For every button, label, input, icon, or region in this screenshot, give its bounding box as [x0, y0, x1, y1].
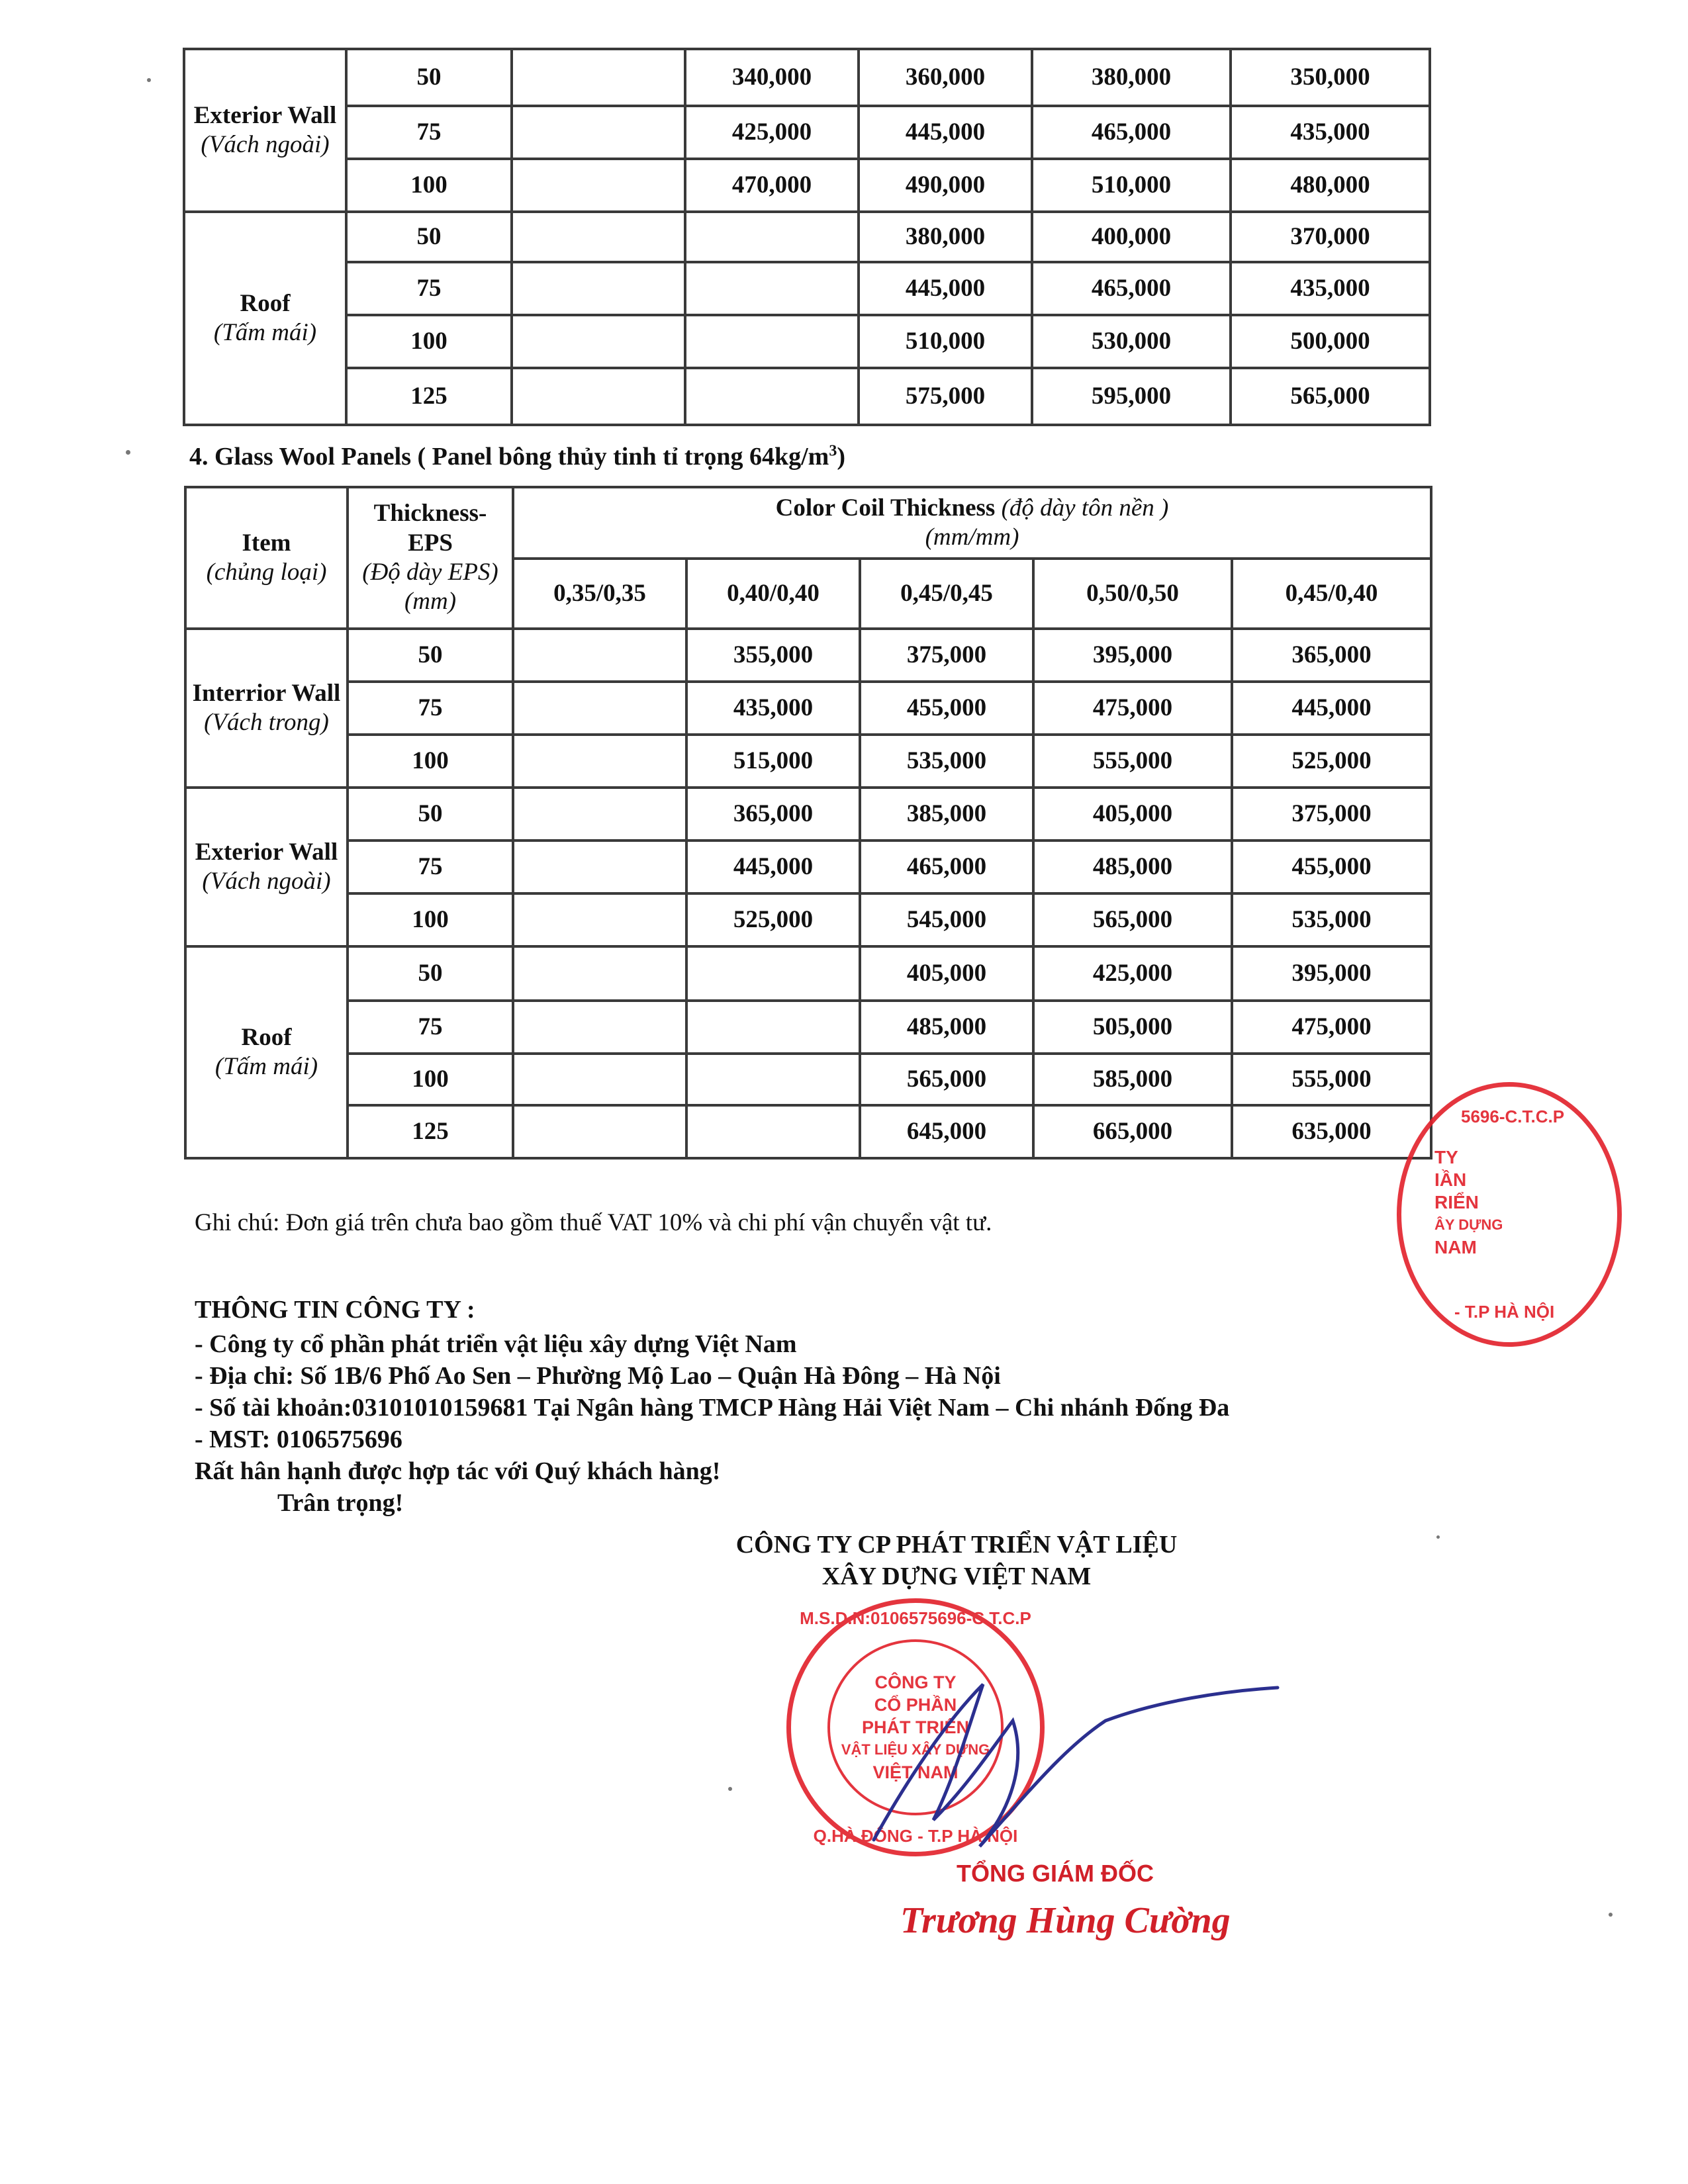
price-cell [685, 368, 859, 425]
price-cell: 445,000 [686, 841, 860, 893]
thickness-cell: 50 [348, 946, 513, 1001]
price-cell: 465,000 [1032, 262, 1231, 315]
note: Ghi chú: Đơn giá trên chưa bao gồm thuế VAT 10% và chi phí vận chuyển vật tư. [195, 1209, 992, 1236]
price-cell [685, 262, 859, 315]
price-cell: 465,000 [1032, 106, 1231, 159]
seal-ring-top: M.S.D.N:0106575696-C.T.C.P [800, 1608, 1031, 1628]
scan-speck [728, 1787, 732, 1791]
scan-speck [126, 450, 130, 455]
price-cell: 340,000 [685, 49, 859, 106]
thickness-cell: 100 [346, 159, 512, 212]
price-cell: 485,000 [1033, 841, 1232, 893]
item-name-en: Roof [241, 1023, 292, 1051]
price-cell: 510,000 [859, 315, 1032, 368]
side-seal-ring-top: 5696-C.T.C.P [1461, 1107, 1565, 1126]
price-cell: 405,000 [1033, 788, 1232, 841]
price-cell: 365,000 [686, 788, 860, 841]
price-cell: 645,000 [860, 1105, 1033, 1158]
item-name-vi: (Vách ngoài) [202, 868, 331, 895]
price-cell [513, 841, 686, 893]
price-cell: 425,000 [1033, 946, 1232, 1001]
closing-line: Rất hân hạnh được hợp tác với Quý khách hàng! [195, 1457, 721, 1485]
table-row [184, 106, 1430, 159]
price-cell: 525,000 [686, 893, 860, 946]
price-cell [685, 212, 859, 262]
price-cell: 400,000 [1032, 212, 1231, 262]
price-cell: 530,000 [1032, 315, 1231, 368]
price-cell: 545,000 [860, 893, 1033, 946]
price-cell [512, 159, 685, 212]
company-name-line: - Công ty cổ phần phát triển vật liệu xây dựng Việt Nam [195, 1330, 797, 1358]
price-cell: 490,000 [859, 159, 1032, 212]
thickness-cell: 50 [348, 629, 513, 682]
price-cell: 395,000 [1033, 629, 1232, 682]
seal-line: VIỆT NAM [872, 1762, 959, 1782]
price-cell [513, 788, 686, 841]
header-col-2: 0,40/0,40 [686, 559, 860, 629]
item-name-vi: (Tấm mái) [214, 1053, 318, 1080]
price-cell: 435,000 [1231, 106, 1430, 159]
price-cell: 535,000 [860, 735, 1033, 788]
table-row [184, 49, 1430, 106]
table-row [185, 841, 1431, 893]
seal-ring-bottom: Q.HÀ ĐÔNG - T.P HÀ NỘI [813, 1826, 1018, 1846]
price-cell: 425,000 [685, 106, 859, 159]
header-coil-en: Color Coil Thickness [775, 494, 996, 522]
thickness-cell: 75 [348, 1001, 513, 1054]
price-cell: 525,000 [1232, 735, 1431, 788]
price-cell [686, 946, 860, 1001]
header-thickness-en: Thickness-EPS [373, 500, 487, 557]
side-seal-ring-bottom: - T.P HÀ NỘI [1454, 1302, 1555, 1322]
tax-code-line: - MST: 0106575696 [195, 1426, 402, 1453]
thickness-cell: 100 [348, 1054, 513, 1105]
address-line: - Địa chỉ: Số 1B/6 Phố Ao Sen – Phường Mộ Lao – Quận Hà Đông – Hà Nội [195, 1362, 1001, 1390]
price-cell: 395,000 [1232, 946, 1431, 1001]
price-cell: 555,000 [1033, 735, 1232, 788]
item-cell [185, 788, 348, 946]
price-cell: 385,000 [860, 788, 1033, 841]
table-row [184, 262, 1430, 315]
table-row [184, 212, 1430, 262]
bank-account-line: - Số tài khoản:03101010159681 Tại Ngân hàng TMCP Hàng Hải Việt Nam – Chi nhánh Đống Đa [195, 1394, 1230, 1422]
seal-line: PHÁT TRIỂN [862, 1717, 969, 1737]
item-cell [184, 212, 346, 425]
table-row [185, 1054, 1431, 1105]
thickness-cell: 75 [348, 841, 513, 893]
item-name-vi: (Tấm mái) [213, 319, 317, 346]
price-cell: 565,000 [860, 1054, 1033, 1105]
price-cell [513, 1001, 686, 1054]
price-cell [685, 315, 859, 368]
price-cell [512, 262, 685, 315]
thickness-cell: 125 [348, 1105, 513, 1158]
header-item-en: Item [242, 529, 291, 557]
item-name-en: Exterior Wall [193, 101, 337, 129]
header-coil-unit: (mm/mm) [925, 523, 1019, 551]
header-col-4: 0,50/0,50 [1033, 559, 1232, 629]
table-row [185, 629, 1431, 682]
header-thickness-unit: (mm) [404, 588, 457, 615]
price-cell: 585,000 [1033, 1054, 1232, 1105]
price-cell: 355,000 [686, 629, 860, 682]
signature-company-line2: XÂY DỰNG VIỆT NAM [821, 1563, 1092, 1590]
price-cell: 435,000 [686, 682, 860, 735]
price-cell: 575,000 [859, 368, 1032, 425]
table-row [185, 682, 1431, 735]
price-cell: 350,000 [1231, 49, 1430, 106]
price-cell [512, 106, 685, 159]
table-row [185, 1001, 1431, 1054]
seal-line: CÔNG TY [874, 1672, 957, 1692]
seal-line: VẬT LIỆU XÂY DỰNG [841, 1741, 990, 1758]
signature-company-line1: CÔNG TY CP PHÁT TRIỂN VẬT LIỆU [735, 1531, 1178, 1559]
price-cell: 595,000 [1032, 368, 1231, 425]
header-item-vi: (chủng loại) [206, 559, 327, 586]
price-cell: 465,000 [860, 841, 1033, 893]
thickness-cell: 100 [348, 735, 513, 788]
side-seal-line: ÂY DỰNG [1434, 1216, 1503, 1233]
price-cell: 375,000 [860, 629, 1033, 682]
price-cell: 475,000 [1232, 1001, 1431, 1054]
section-title-superscript: 3 [829, 442, 837, 460]
side-seal-line: NAM [1434, 1237, 1477, 1257]
price-cell [513, 893, 686, 946]
price-cell: 380,000 [1032, 49, 1231, 106]
thickness-cell: 50 [348, 788, 513, 841]
director-name: Trương Hùng Cường [900, 1900, 1231, 1941]
section-title-text: 4. Glass Wool Panels ( Panel bông thủy tinh tỉ trọng 64kg/m [189, 443, 829, 471]
price-cell: 480,000 [1231, 159, 1430, 212]
side-seal-center [1434, 1146, 1547, 1259]
table-row [184, 315, 1430, 368]
section-title-end: ) [837, 443, 845, 471]
header-thickness-vi: (Độ dày EPS) [362, 559, 498, 586]
scan-speck [1436, 1535, 1440, 1539]
side-seal-line: IẦN [1434, 1169, 1467, 1190]
signature-company [669, 1529, 1244, 1592]
table-row [185, 893, 1431, 946]
price-cell: 535,000 [1232, 893, 1431, 946]
price-cell: 505,000 [1033, 1001, 1232, 1054]
price-cell [513, 735, 686, 788]
price-cell [686, 1001, 860, 1054]
company-info [195, 1294, 1229, 1519]
company-info-heading: THÔNG TIN CÔNG TY : [195, 1296, 475, 1324]
item-name-vi: (Vách ngoài) [201, 131, 330, 158]
header-col-3: 0,45/0,45 [860, 559, 1033, 629]
price-cell: 475,000 [1033, 682, 1232, 735]
price-cell: 455,000 [860, 682, 1033, 735]
price-cell: 405,000 [860, 946, 1033, 1001]
table-row [184, 368, 1430, 425]
thickness-cell: 50 [346, 212, 512, 262]
price-cell [512, 49, 685, 106]
table-row [185, 788, 1431, 841]
scan-speck [147, 78, 151, 82]
thickness-cell: 100 [346, 315, 512, 368]
regards-line: Trân trọng! [277, 1489, 404, 1517]
header-coil [513, 487, 1431, 559]
price-cell: 445,000 [859, 106, 1032, 159]
thickness-cell: 75 [346, 262, 512, 315]
item-cell [185, 946, 348, 1158]
side-seal [1397, 1082, 1622, 1347]
item-name-vi: (Vách trong) [204, 709, 329, 736]
side-seal-line: TY [1434, 1147, 1458, 1167]
price-cell: 365,000 [1232, 629, 1431, 682]
price-cell: 370,000 [1231, 212, 1430, 262]
price-cell [512, 368, 685, 425]
price-cell [513, 682, 686, 735]
price-cell [512, 315, 685, 368]
price-cell: 445,000 [1232, 682, 1431, 735]
item-cell [184, 49, 346, 212]
section-title [189, 442, 845, 471]
seal-line: CỔ PHẦN [874, 1695, 957, 1715]
price-cell: 455,000 [1232, 841, 1431, 893]
header-item [185, 487, 348, 629]
price-cell [686, 1054, 860, 1105]
price-cell: 445,000 [859, 262, 1032, 315]
header-coil-vi: (độ dày tôn nền ) [1001, 494, 1169, 522]
price-cell [513, 629, 686, 682]
table-row [185, 1105, 1431, 1158]
price-cell: 360,000 [859, 49, 1032, 106]
thickness-cell: 75 [346, 106, 512, 159]
price-cell: 565,000 [1033, 893, 1232, 946]
table-row [185, 946, 1431, 1001]
item-cell [185, 629, 348, 788]
price-cell [686, 1105, 860, 1158]
price-cell [513, 1054, 686, 1105]
thickness-cell: 50 [346, 49, 512, 106]
price-cell: 665,000 [1033, 1105, 1232, 1158]
thickness-cell: 100 [348, 893, 513, 946]
price-cell: 500,000 [1231, 315, 1430, 368]
signature-scribble [814, 1621, 1291, 1873]
table-row [184, 159, 1430, 212]
item-name-en: Interrior Wall [192, 679, 341, 707]
price-cell: 375,000 [1232, 788, 1431, 841]
header-col-1: 0,35/0,35 [513, 559, 686, 629]
price-cell [513, 1105, 686, 1158]
table-row [185, 735, 1431, 788]
thickness-cell: 75 [348, 682, 513, 735]
price-cell: 565,000 [1231, 368, 1430, 425]
price-cell: 515,000 [686, 735, 860, 788]
price-cell: 470,000 [685, 159, 859, 212]
price-cell [512, 212, 685, 262]
price-cell [513, 946, 686, 1001]
top-price-table [183, 48, 1431, 426]
price-cell: 510,000 [1032, 159, 1231, 212]
price-cell: 485,000 [860, 1001, 1033, 1054]
scan-speck [1609, 1913, 1613, 1917]
price-cell: 555,000 [1232, 1054, 1431, 1105]
price-cell: 435,000 [1231, 262, 1430, 315]
thickness-cell: 125 [346, 368, 512, 425]
item-name-en: Exterior Wall [195, 838, 338, 866]
price-cell: 380,000 [859, 212, 1032, 262]
glass-wool-price-table [184, 486, 1432, 1160]
item-name-en: Roof [240, 289, 291, 317]
director-title: TỔNG GIÁM ĐỐC [957, 1860, 1154, 1887]
header-col-5: 0,45/0,40 [1232, 559, 1431, 629]
side-seal-line: RIỂN [1434, 1192, 1479, 1212]
header-thickness [348, 487, 513, 629]
price-cell: 635,000 [1232, 1105, 1431, 1158]
